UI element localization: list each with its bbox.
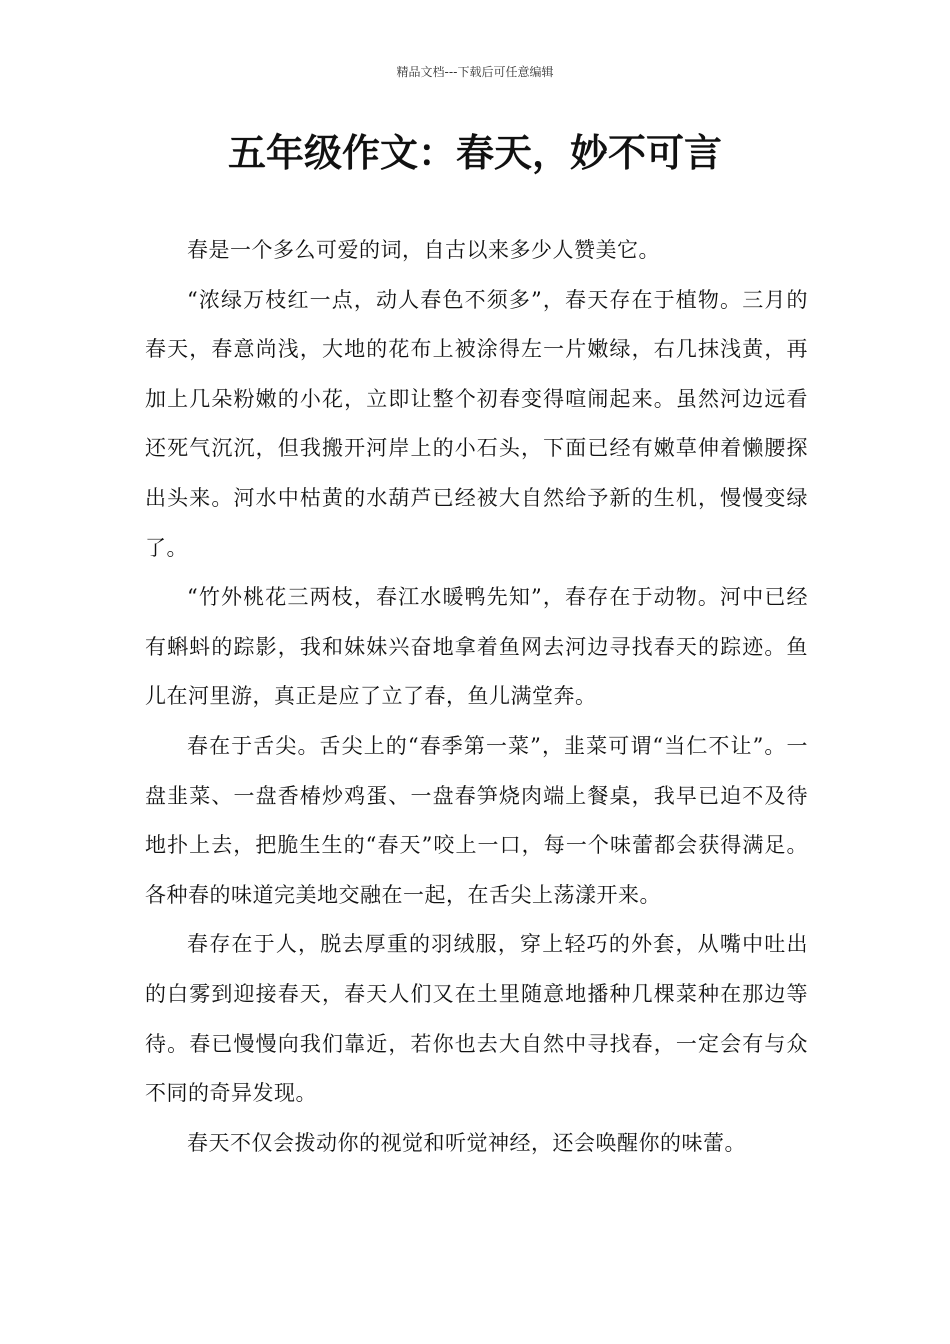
- paragraph-5: 春存在于人，脱去厚重的羽绒服，穿上轻巧的外套，从嘴中吐出的白雾到迎接春天，春天人们又在土里随意地播种几棵菜种在那边等待。春已慢慢向我们靠近，若你也去大自然中寻找春，一定会有与众不同的奇异发现。: [145, 932, 808, 1106]
- document-body: [145, 226, 808, 1168]
- paragraph-4: 春在于舌尖。舌尖上的“春季第一菜”，韭菜可谓“当仁不让”。一盘韭菜、一盘香椿炒鸡蛋、一盘春笋烧肉端上餐桌，我早已迫不及待地扑上去，把脆生生的“春天”咬上一口，每一个味蕾都会获得满足。各种春的味道完美地交融在一起，在舌尖上荡漾开来。: [145, 733, 808, 907]
- document-title: 五年级作文：春天，妙不可言: [227, 131, 722, 175]
- paragraph-1: 春是一个多么可爱的词，自古以来多少人赞美它。: [187, 238, 660, 262]
- paragraph-2: “浓绿万枝红一点，动人春色不须多”，春天存在于植物。三月的春天，春意尚浅，大地的花布上被涂得左一片嫩绿，右几抹浅黄，再加上几朵粉嫩的小花，立即让整个初春变得喧闹起来。虽然河边远看还死气沉沉，但我搬开河岸上的小石头，下面已经有嫩草伸着懒腰探出头来。河水中枯黄的水葫芦已经被大自然给予新的生机，慢慢变绿了。: [145, 287, 808, 560]
- paragraph-3: “竹外桃花三两枝，春江水暖鸭先知”，春存在于动物。河中已经有蝌蚪的踪影，我和妹妹兴奋地拿着鱼网去河边寻找春天的踪迹。鱼儿在河里游，真正是应了立了春，鱼儿满堂奔。: [145, 585, 808, 709]
- page-header-note: 精品文档---下载后可任意编辑: [396, 65, 554, 79]
- paragraph-6: 春天不仅会拨动你的视觉和听觉神经，还会唤醒你的味蕾。: [187, 1130, 746, 1155]
